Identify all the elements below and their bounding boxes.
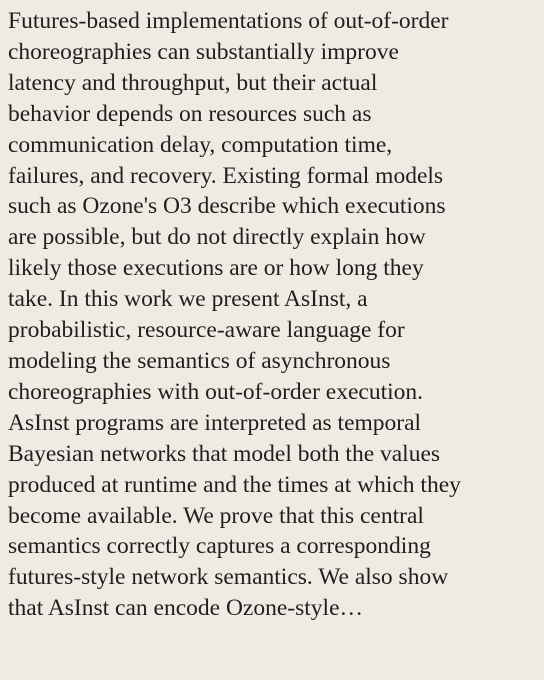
text-line: Bayesian networks that model both the values — [8, 440, 441, 467]
text-line: futures-style network semantics. We also show — [8, 564, 449, 591]
text-line: that AsInst can encode Ozone-style… — [8, 595, 364, 622]
text-line: take. In this work we present AsInst, a — [8, 286, 368, 313]
abstract-text — [8, 6, 538, 624]
text-line: latency and throughput, but their actual — [8, 69, 378, 96]
text-line: modeling the semantics of asynchronous — [8, 347, 391, 374]
text-line: Futures-based implementations of out-of-order — [8, 8, 449, 34]
text-line: choreographies with out-of-order execution. — [8, 378, 424, 405]
text-line: produced at runtime and the times at which they — [8, 471, 461, 498]
text-line: likely those executions are or how long they — [8, 255, 424, 282]
text-line: become available. We prove that this central — [8, 502, 424, 529]
text-line: such as Ozone's O3 describe which executions — [8, 193, 446, 220]
text-line: failures, and recovery. Existing formal models — [8, 162, 444, 189]
text-line: semantics correctly captures a corresponding — [8, 533, 431, 560]
text-line: probabilistic, resource-aware language for — [8, 317, 405, 344]
text-line: AsInst programs are interpreted as temporal — [8, 409, 422, 436]
text-line: are possible, but do not directly explain how — [8, 224, 426, 251]
text-line: choreographies can substantially improve — [8, 38, 399, 65]
text-line: communication delay, computation time, — [8, 131, 393, 158]
text-line: behavior depends on resources such as — [8, 100, 372, 127]
